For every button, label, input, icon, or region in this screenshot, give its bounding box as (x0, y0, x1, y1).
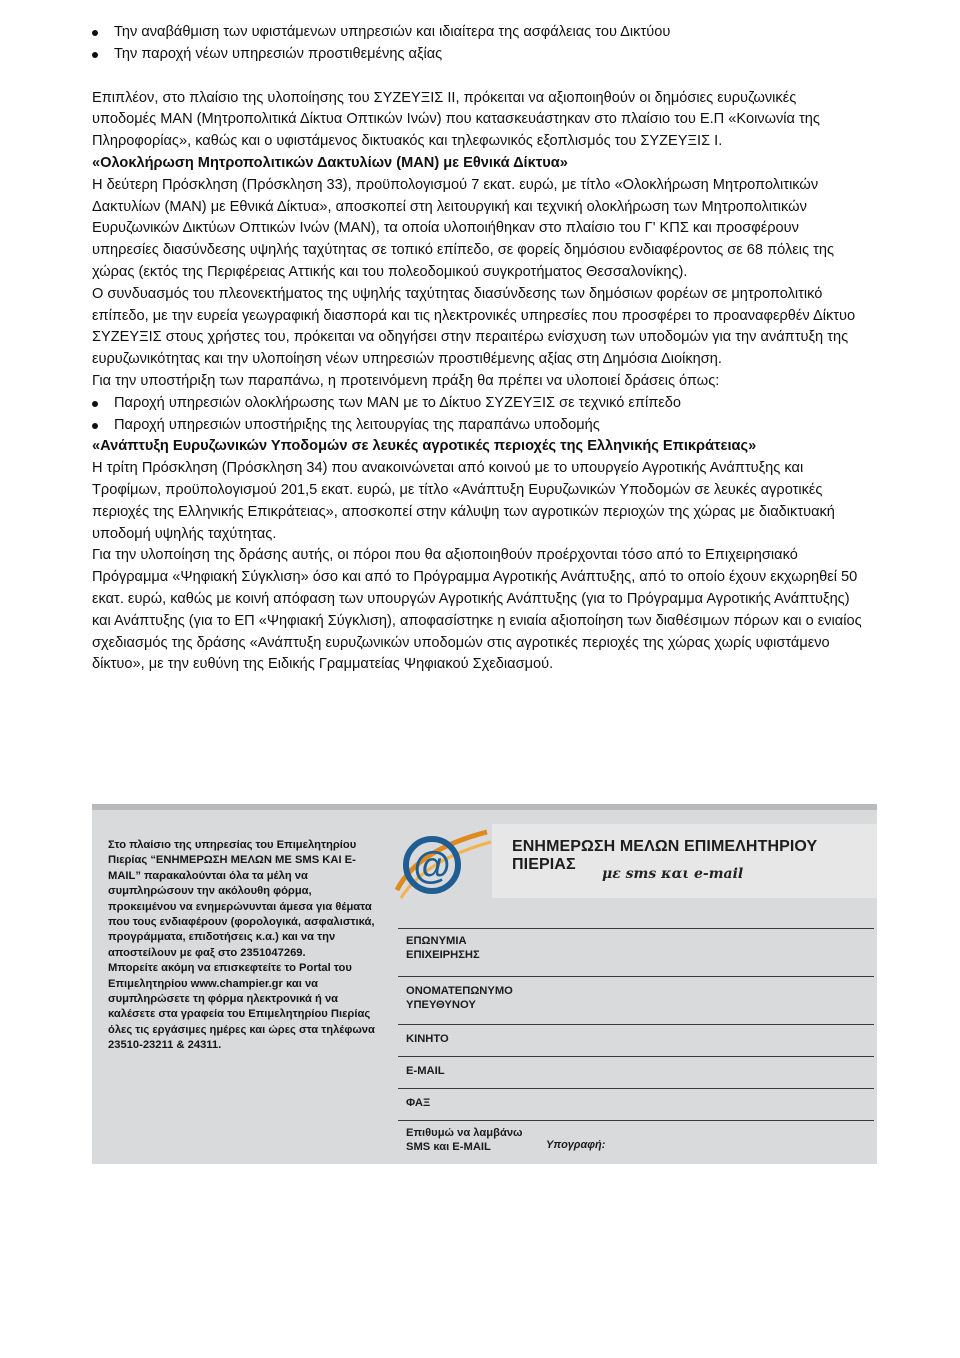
form-row (398, 1024, 874, 1057)
email-at-icon (387, 820, 497, 910)
form-row (398, 1088, 874, 1121)
flyer-instructions (108, 838, 378, 1054)
logo-symbol: @ (413, 845, 451, 887)
newsletter-flyer (92, 804, 877, 1164)
form-row (398, 976, 874, 1025)
field-label: ΥΠΕΥΘΥΝΟΥ (406, 999, 476, 1011)
flyer-shadow-edge (92, 804, 877, 810)
banner-subtitle: με sms και e-mail (602, 866, 744, 882)
banner-title: ΕΝΗΜΕΡΩΣΗ ΜΕΛΩΝ ΕΠΙΜΕΛΗΤΗΡΙΟΥ ΠΙΕΡΙΑΣ (512, 838, 818, 873)
list-item: Την αναβάθμιση των υφιστάμενων υπηρεσιών και ιδιαίτερα της ασφάλειας του Δικτύου (92, 22, 862, 44)
flyer-instructions-text-2: Μπορείτε ακόμη να επισκεφτείτε το Portal του Επιμελητηρίου www.champier.gr και να συμπληρώσετε τη φόρμα ηλεκτρονικά ή να καλέσετε στα γραφεία του Επιμελητηρίου Πιερίας όλες τις εργάσιμες ημέρες και ώρες στα τηλέφωνα 23510-23211 & 24311. (108, 962, 375, 1052)
field-label: ΕΠΙΧΕΙΡΗΣΗΣ (406, 949, 480, 961)
form-row (398, 1120, 874, 1157)
field-label: ΚΙΝΗΤΟ (406, 1033, 449, 1045)
list-item: Παροχή υπηρεσιών ολοκλήρωσης των MAN με το Δίκτυο ΣΥΖΕΥΞΙΣ σε τεχνικό επίπεδο (92, 393, 862, 415)
flyer-banner (492, 824, 877, 898)
section-heading: «Ανάπτυξη Ευρυζωνικών Υποδομών σε λευκές αγροτικές περιοχές της Ελληνικής Επικράτειας» (92, 438, 757, 455)
article-body (92, 22, 862, 676)
field-label: SMS και E-MAIL (406, 1141, 491, 1153)
list-item: Την παροχή νέων υπηρεσιών προστιθεμένης αξίας (92, 44, 862, 66)
paragraph: Για την υλοποίηση της δράσης αυτής, οι πόροι που θα αξιοποιηθούν προέρχονται τόσο από το Επιχειρησιακό Πρόγραμμα «Ψηφιακή Σύγκλιση» όσο και από το Πρόγραμμα Αγροτικής Ανάπτυξης, από το οποίο έχουν εκχωρηθεί 50 εκατ. ευρώ, καθώς με κοινή απόφαση των υπουργών Αγροτικής Ανάπτυξης (για το Πρόγραμμα Αγροτικής Ανάπτυξης) και Ανάπτυξης (για το ΕΠ «Ψηφιακή Σύγκλιση), αποφασίστηκε η ενιαία αξιοποίηση των διαθέσιμων πόρων και ο ενιαίος σχεδιασμός της δράσης «Ανάπτυξη ευρυζωνικών υποδομών στις αγροτικές περιοχές της χώρας χωρίς υφιστάμενο δίκτυο», με την ευθύνη της Ειδικής Γραμματείας Ψηφιακού Σχεδιασμού. (92, 547, 862, 673)
signature-label: Υπογραφή: (546, 1139, 606, 1151)
field-label: ΦΑΞ (406, 1097, 431, 1109)
field-label: Επιθυμώ να λαμβάνω (406, 1127, 523, 1139)
field-label: ΟΝΟΜΑΤΕΠΩΝΥΜΟ (406, 985, 513, 997)
list-item: Παροχή υπηρεσιών υποστήριξης της λειτουργίας της παραπάνω υποδομής (92, 415, 862, 437)
form-row (398, 1056, 874, 1089)
field-label: E-MAIL (406, 1065, 445, 1077)
paragraph: Για την υποστήριξη των παραπάνω, η προτεινόμενη πράξη θα πρέπει να υλοποιεί δράσεις όπως: (92, 372, 720, 389)
registration-form (398, 928, 877, 1158)
flyer-instructions-text: Στο πλαίσιο της υπηρεσίας του Επιμελητηρίου Πιερίας “ΕΝΗΜΕΡΩΣΗ ΜΕΛΩΝ ΜΕ SMS ΚΑΙ E-MAIL” παρακαλούνται όλα τα μέλη να συμπληρώσουν την ακόλουθη φόρμα, προκειμένου να ενημερώνυνται άμεσα για θέματα που τους ενδιαφέρουν (φορολογικά, ασφαλιστικά, προγράμματα, επιδοτήσεις κ.α.) και να την αποστείλουν με φαξ στο 2351047269. (108, 839, 375, 959)
section-heading: «Ολοκλήρωση Μητροπολιτικών Δακτυλίων (MAN) με Εθνικά Δίκτυα» (92, 154, 568, 171)
paragraph: Η δεύτερη Πρόσκληση (Πρόσκληση 33), προϋπολογισμού 7 εκατ. ευρώ, με τίτλο «Ολοκλήρωση Μητροπολιτικών Δακτυλίων (MAN) με Εθνικά Δίκτυα», αποσκοπεί στη λειτουργική και τεχνική ολοκλήρωση των Μητροπολιτικών Ευρυζωνικών Δικτύων Οπτικών Ινών (MAN), τα οποία υλοποιήθηκαν στο πλαίσιο του Γ' ΚΠΣ και προσφέρουν υπηρεσίες διασύνδεσης υψηλής ταχύτητας σε τοπικό επίπεδο, σε φορείς δημόσιου ενδιαφέροντος σε 68 πόλεις της χώρας (εκτός της Περιφέρειας Αττικής και του πολεοδομικού συγκροτήματος Θεσσαλονίκης). (92, 176, 835, 280)
field-label: ΕΠΩΝΥΜΙΑ (406, 935, 467, 947)
paragraph: Η τρίτη Πρόσκληση (Πρόσκληση 34) που ανακοινώνεται από κοινού με το υπουργείο Αγροτικής Ανάπτυξης και Τροφίμων, προϋπολογισμού 201,5 εκατ. ευρώ, με τίτλο «Ανάπτυξη Ευρυζωνικών Υποδομών σε λευκές αγροτικές περιοχές της Ελληνικής Επικράτειας», αποσκοπεί στην κάλυψη των αγροτικών περιοχών της χώρας με διαδικτυακή υποδομή υψηλής ταχύτητας. (92, 460, 835, 542)
paragraph: Ο συνδυασμός του πλεονεκτήματος της υψηλής ταχύτητας διασύνδεσης των δημόσιων φορέων σε μητροπολιτικό επίπεδο, με την ευρεία γεωγραφική διασπορά και τις ηλεκτρονικές υπηρεσίες που προσφέρει το προαναφερθέν Δίκτυο ΣΥΖΕΥΞΙΣ στους χρήστες του, πρόκειται να οδηγήσει στην περαιτέρω ενίσχυση των υποδομών για την ανάπτυξη της ευρυζωνικότητας και την υλοποίηση νέων υπηρεσιών προστιθέμενης αξίας στη Δημόσια Διοίκηση. (92, 285, 856, 368)
form-row (398, 928, 874, 977)
paragraph: Επιπλέον, στο πλαίσιο της υλοποίησης του ΣΥΖΕΥΞΙΣ ΙΙ, πρόκειται να αξιοποιηθούν οι δημόσιες ευρυζωνικές υποδομές ΜΑΝ (Μητροπολιτικά Δίκτυα Οπτικών Ινών) που κατασκευάστηκαν στο πλαίσιο του Ε.Π «Κοινωνία της Πληροφορίας», καθώς και ο υφιστάμενος δικτυακός και τηλεφωνικός εξοπλισμός του ΣΥΖΕΥΞΙΣ Ι. (92, 89, 820, 150)
bullet-list-mid (92, 393, 862, 437)
bullet-list-top (92, 22, 862, 66)
